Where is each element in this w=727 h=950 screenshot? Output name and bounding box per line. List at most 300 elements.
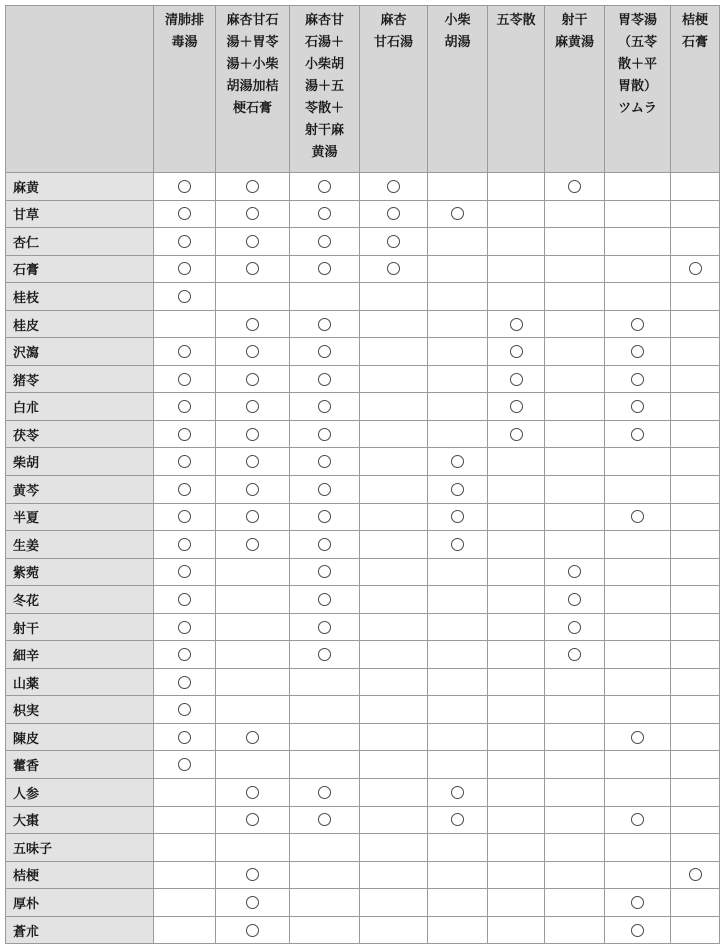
mark-cell — [154, 310, 216, 338]
ingredient-name-cell: 杏仁 — [6, 228, 154, 256]
mark-cell — [360, 861, 428, 889]
circle-mark-icon — [318, 373, 331, 386]
mark-cell — [488, 641, 545, 669]
mark-cell — [488, 834, 545, 862]
table-row — [6, 310, 720, 338]
circle-mark-icon — [568, 621, 581, 634]
mark-cell — [605, 393, 671, 421]
table-row — [6, 861, 720, 889]
mark-cell — [605, 200, 671, 228]
table-row — [6, 723, 720, 751]
mark-cell — [360, 228, 428, 256]
circle-mark-icon — [246, 400, 259, 413]
mark-cell — [488, 696, 545, 724]
mark-cell — [360, 696, 428, 724]
circle-mark-icon — [178, 262, 191, 275]
mark-cell — [545, 365, 605, 393]
mark-cell — [605, 641, 671, 669]
mark-cell — [671, 393, 720, 421]
table-row — [6, 668, 720, 696]
column-header-1 — [216, 6, 290, 173]
circle-mark-icon — [246, 924, 259, 937]
mark-cell — [671, 668, 720, 696]
mark-cell — [545, 834, 605, 862]
mark-cell — [671, 613, 720, 641]
mark-cell — [488, 420, 545, 448]
column-header-8 — [671, 6, 720, 173]
circle-mark-icon — [246, 318, 259, 331]
mark-cell — [545, 448, 605, 476]
ingredient-name-cell: 陳皮 — [6, 723, 154, 751]
mark-cell — [605, 420, 671, 448]
header-row — [6, 6, 720, 173]
mark-cell — [428, 255, 488, 283]
circle-mark-icon — [318, 565, 331, 578]
mark-cell — [605, 365, 671, 393]
ingredient-name-cell: 生姜 — [6, 531, 154, 559]
table-row — [6, 586, 720, 614]
circle-mark-icon — [246, 235, 259, 248]
table-row — [6, 531, 720, 559]
ingredient-name-cell: 大棗 — [6, 806, 154, 834]
ingredient-name-cell: 蒼朮 — [6, 916, 154, 944]
mark-cell — [216, 613, 290, 641]
mark-cell — [154, 696, 216, 724]
mark-cell — [545, 586, 605, 614]
mark-cell — [360, 641, 428, 669]
mark-cell — [428, 889, 488, 917]
mark-cell — [428, 173, 488, 201]
mark-cell — [154, 531, 216, 559]
table-row — [6, 420, 720, 448]
circle-mark-icon — [318, 813, 331, 826]
circle-mark-icon — [451, 786, 464, 799]
circle-mark-icon — [451, 483, 464, 496]
circle-mark-icon — [318, 207, 331, 220]
circle-mark-icon — [387, 207, 400, 220]
mark-cell — [545, 283, 605, 311]
mark-cell — [154, 448, 216, 476]
circle-mark-icon — [246, 180, 259, 193]
mark-cell — [488, 476, 545, 504]
mark-cell — [545, 558, 605, 586]
mark-cell — [216, 668, 290, 696]
mark-cell — [360, 173, 428, 201]
table-row — [6, 283, 720, 311]
mark-cell — [290, 255, 360, 283]
table-row — [6, 173, 720, 201]
circle-mark-icon — [631, 731, 644, 744]
column-header-2 — [290, 6, 360, 173]
mark-cell — [605, 586, 671, 614]
mark-cell — [428, 503, 488, 531]
mark-cell — [545, 310, 605, 338]
mark-cell — [671, 310, 720, 338]
formula-ingredient-table — [5, 5, 720, 944]
circle-mark-icon — [246, 345, 259, 358]
mark-cell — [605, 613, 671, 641]
ingredient-name-cell: 厚朴 — [6, 889, 154, 917]
mark-cell — [216, 476, 290, 504]
mark-cell — [216, 751, 290, 779]
mark-cell — [545, 861, 605, 889]
column-header-label: 胃苓湯 （五苓 散＋平 胃散） ツムラ — [617, 13, 657, 116]
mark-cell — [216, 283, 290, 311]
mark-cell — [671, 696, 720, 724]
mark-cell — [290, 310, 360, 338]
circle-mark-icon — [318, 510, 331, 523]
table-row — [6, 365, 720, 393]
mark-cell — [360, 338, 428, 366]
mark-cell — [154, 173, 216, 201]
circle-mark-icon — [246, 455, 259, 468]
mark-cell — [360, 531, 428, 559]
mark-cell — [290, 393, 360, 421]
circle-mark-icon — [178, 290, 191, 303]
mark-cell — [154, 200, 216, 228]
mark-cell — [360, 420, 428, 448]
ingredient-name-cell: 麻黄 — [6, 173, 154, 201]
ingredient-name-cell: 甘草 — [6, 200, 154, 228]
mark-cell — [360, 283, 428, 311]
mark-cell — [216, 255, 290, 283]
mark-cell — [671, 558, 720, 586]
circle-mark-icon — [631, 428, 644, 441]
mark-cell — [545, 338, 605, 366]
mark-cell — [545, 613, 605, 641]
mark-cell — [360, 751, 428, 779]
mark-cell — [605, 173, 671, 201]
mark-cell — [671, 283, 720, 311]
mark-cell — [216, 916, 290, 944]
column-header-label: 麻杏 甘石湯 — [373, 13, 413, 50]
circle-mark-icon — [318, 455, 331, 468]
column-header-label: 桔梗 石膏 — [681, 13, 708, 50]
mark-cell — [428, 228, 488, 256]
circle-mark-icon — [510, 318, 523, 331]
circle-mark-icon — [318, 345, 331, 358]
mark-cell — [428, 310, 488, 338]
mark-cell — [428, 586, 488, 614]
circle-mark-icon — [568, 648, 581, 661]
table-row — [6, 641, 720, 669]
circle-mark-icon — [631, 510, 644, 523]
circle-mark-icon — [568, 593, 581, 606]
mark-cell — [428, 365, 488, 393]
mark-cell — [605, 916, 671, 944]
mark-cell — [671, 586, 720, 614]
ingredient-name-cell: 藿香 — [6, 751, 154, 779]
mark-cell — [290, 696, 360, 724]
mark-cell — [605, 283, 671, 311]
mark-cell — [488, 668, 545, 696]
mark-cell — [545, 228, 605, 256]
mark-cell — [545, 531, 605, 559]
mark-cell — [605, 751, 671, 779]
mark-cell — [360, 393, 428, 421]
circle-mark-icon — [451, 455, 464, 468]
mark-cell — [360, 723, 428, 751]
mark-cell — [428, 338, 488, 366]
circle-mark-icon — [246, 786, 259, 799]
circle-mark-icon — [178, 703, 191, 716]
circle-mark-icon — [178, 400, 191, 413]
circle-mark-icon — [178, 483, 191, 496]
mark-cell — [428, 834, 488, 862]
mark-cell — [216, 173, 290, 201]
circle-mark-icon — [246, 731, 259, 744]
circle-mark-icon — [387, 235, 400, 248]
mark-cell — [428, 641, 488, 669]
circle-mark-icon — [178, 538, 191, 551]
mark-cell — [488, 723, 545, 751]
mark-cell — [290, 641, 360, 669]
mark-cell — [290, 531, 360, 559]
circle-mark-icon — [178, 731, 191, 744]
table-body — [6, 173, 720, 944]
table-row — [6, 696, 720, 724]
circle-mark-icon — [318, 400, 331, 413]
ingredient-name-cell: 冬花 — [6, 586, 154, 614]
circle-mark-icon — [689, 868, 702, 881]
mark-cell — [290, 586, 360, 614]
mark-cell — [290, 338, 360, 366]
mark-cell — [428, 668, 488, 696]
mark-cell — [488, 889, 545, 917]
circle-mark-icon — [318, 262, 331, 275]
circle-mark-icon — [318, 428, 331, 441]
circle-mark-icon — [178, 428, 191, 441]
mark-cell — [428, 420, 488, 448]
mark-cell — [154, 641, 216, 669]
mark-cell — [154, 916, 216, 944]
ingredient-name-cell: 桔梗 — [6, 861, 154, 889]
mark-cell — [605, 806, 671, 834]
column-header-4 — [428, 6, 488, 173]
mark-cell — [290, 476, 360, 504]
mark-cell — [488, 916, 545, 944]
mark-cell — [216, 338, 290, 366]
ingredient-name-cell: 紫菀 — [6, 558, 154, 586]
mark-cell — [428, 696, 488, 724]
circle-mark-icon — [510, 428, 523, 441]
circle-mark-icon — [178, 510, 191, 523]
circle-mark-icon — [246, 373, 259, 386]
mark-cell — [605, 834, 671, 862]
mark-cell — [428, 779, 488, 807]
table-row — [6, 448, 720, 476]
mark-cell — [290, 806, 360, 834]
circle-mark-icon — [246, 868, 259, 881]
table-row — [6, 200, 720, 228]
mark-cell — [216, 365, 290, 393]
mark-cell — [488, 338, 545, 366]
mark-cell — [154, 283, 216, 311]
mark-cell — [428, 476, 488, 504]
circle-mark-icon — [318, 621, 331, 634]
table-row — [6, 834, 720, 862]
mark-cell — [671, 503, 720, 531]
mark-cell — [488, 393, 545, 421]
circle-mark-icon — [178, 235, 191, 248]
ingredient-name-cell: 茯苓 — [6, 420, 154, 448]
mark-cell — [545, 806, 605, 834]
mark-cell — [290, 420, 360, 448]
circle-mark-icon — [510, 345, 523, 358]
mark-cell — [216, 200, 290, 228]
circle-mark-icon — [451, 538, 464, 551]
ingredient-name-cell: 黄芩 — [6, 476, 154, 504]
mark-cell — [671, 779, 720, 807]
mark-cell — [671, 365, 720, 393]
mark-cell — [671, 751, 720, 779]
mark-cell — [216, 834, 290, 862]
mark-cell — [360, 365, 428, 393]
mark-cell — [154, 503, 216, 531]
mark-cell — [605, 668, 671, 696]
table-header — [6, 6, 720, 173]
ingredient-name-cell: 石膏 — [6, 255, 154, 283]
mark-cell — [488, 448, 545, 476]
mark-cell — [671, 173, 720, 201]
ingredient-name-cell: 猪苓 — [6, 365, 154, 393]
mark-cell — [290, 613, 360, 641]
mark-cell — [671, 338, 720, 366]
circle-mark-icon — [178, 455, 191, 468]
circle-mark-icon — [451, 207, 464, 220]
circle-mark-icon — [246, 510, 259, 523]
mark-cell — [605, 696, 671, 724]
circle-mark-icon — [387, 180, 400, 193]
circle-mark-icon — [178, 180, 191, 193]
mark-cell — [360, 889, 428, 917]
circle-mark-icon — [568, 180, 581, 193]
mark-cell — [488, 228, 545, 256]
mark-cell — [154, 613, 216, 641]
mark-cell — [216, 393, 290, 421]
mark-cell — [216, 586, 290, 614]
mark-cell — [545, 779, 605, 807]
circle-mark-icon — [178, 758, 191, 771]
circle-mark-icon — [246, 428, 259, 441]
mark-cell — [428, 558, 488, 586]
mark-cell — [671, 255, 720, 283]
mark-cell — [605, 558, 671, 586]
mark-cell — [488, 613, 545, 641]
mark-cell — [216, 696, 290, 724]
mark-cell — [605, 861, 671, 889]
circle-mark-icon — [178, 373, 191, 386]
mark-cell — [605, 889, 671, 917]
mark-cell — [545, 476, 605, 504]
mark-cell — [154, 476, 216, 504]
mark-cell — [545, 668, 605, 696]
circle-mark-icon — [318, 483, 331, 496]
mark-cell — [216, 641, 290, 669]
mark-cell — [216, 310, 290, 338]
mark-cell — [605, 476, 671, 504]
circle-mark-icon — [631, 813, 644, 826]
mark-cell — [671, 834, 720, 862]
mark-cell — [290, 916, 360, 944]
mark-cell — [360, 310, 428, 338]
mark-cell — [605, 779, 671, 807]
mark-cell — [216, 779, 290, 807]
ingredient-name-cell: 山薬 — [6, 668, 154, 696]
mark-cell — [154, 228, 216, 256]
mark-cell — [488, 503, 545, 531]
mark-cell — [290, 861, 360, 889]
ingredient-name-cell: 桂皮 — [6, 310, 154, 338]
corner-header-cell — [6, 6, 154, 173]
column-header-5 — [488, 6, 545, 173]
circle-mark-icon — [451, 510, 464, 523]
mark-cell — [154, 668, 216, 696]
table-row — [6, 503, 720, 531]
mark-cell — [216, 889, 290, 917]
mark-cell — [154, 338, 216, 366]
mark-cell — [154, 889, 216, 917]
mark-cell — [488, 255, 545, 283]
circle-mark-icon — [246, 813, 259, 826]
mark-cell — [428, 448, 488, 476]
mark-cell — [290, 228, 360, 256]
mark-cell — [360, 806, 428, 834]
mark-cell — [545, 889, 605, 917]
mark-cell — [360, 668, 428, 696]
circle-mark-icon — [631, 373, 644, 386]
mark-cell — [290, 751, 360, 779]
mark-cell — [671, 916, 720, 944]
circle-mark-icon — [318, 235, 331, 248]
mark-cell — [360, 916, 428, 944]
column-header-label: 麻杏甘石 湯＋胃苓 湯＋小柴 胡湯加桔 梗石膏 — [226, 13, 279, 116]
mark-cell — [428, 393, 488, 421]
mark-cell — [545, 916, 605, 944]
mark-cell — [428, 806, 488, 834]
mark-cell — [154, 834, 216, 862]
column-header-7 — [605, 6, 671, 173]
mark-cell — [154, 779, 216, 807]
mark-cell — [360, 558, 428, 586]
mark-cell — [488, 200, 545, 228]
mark-cell — [360, 834, 428, 862]
mark-cell — [216, 531, 290, 559]
circle-mark-icon — [178, 593, 191, 606]
mark-cell — [154, 420, 216, 448]
column-header-label: 五苓散 — [496, 13, 536, 28]
mark-cell — [154, 723, 216, 751]
mark-cell — [605, 338, 671, 366]
mark-cell — [545, 200, 605, 228]
mark-cell — [488, 586, 545, 614]
table-row — [6, 228, 720, 256]
circle-mark-icon — [246, 262, 259, 275]
column-header-label: 麻杏甘 石湯＋ 小柴胡 湯＋五 苓散＋ 射干麻 黄湯 — [304, 13, 344, 160]
table-row — [6, 916, 720, 944]
mark-cell — [488, 173, 545, 201]
mark-cell — [545, 641, 605, 669]
table-row — [6, 338, 720, 366]
circle-mark-icon — [631, 400, 644, 413]
ingredient-name-cell: 射干 — [6, 613, 154, 641]
mark-cell — [671, 228, 720, 256]
mark-cell — [488, 861, 545, 889]
mark-cell — [488, 531, 545, 559]
mark-cell — [428, 613, 488, 641]
circle-mark-icon — [178, 621, 191, 634]
formula-comparison-table-container — [5, 5, 720, 944]
